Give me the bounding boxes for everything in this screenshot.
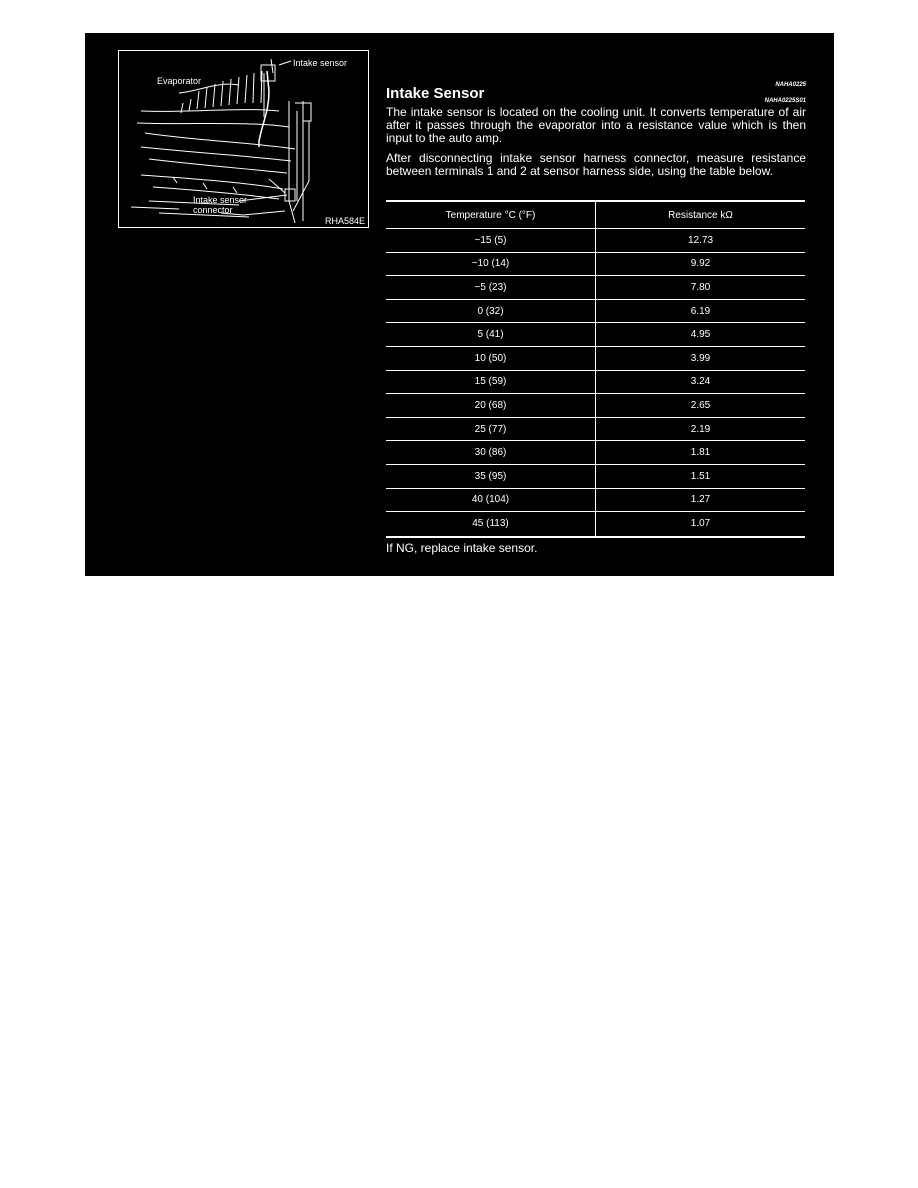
resistance-cell: 1.51	[690, 470, 711, 482]
table-row	[386, 441, 805, 465]
temperature-cell: −10 (14)	[386, 253, 596, 276]
intake-sensor-label: Intake sensor	[293, 58, 348, 68]
temperature-cell: −15 (5)	[386, 229, 596, 252]
subsection-ref-code: NAHA0225S01	[764, 98, 806, 104]
table-row	[386, 323, 805, 347]
section-title: Intake Sensor	[386, 85, 485, 102]
evaporator-label: Evaporator	[157, 76, 202, 86]
connector-label-line1: Intake sensor	[193, 195, 248, 205]
temperature-cell: 15 (59)	[386, 371, 596, 394]
temperature-cell: −5 (23)	[386, 276, 596, 299]
table-row	[386, 418, 805, 442]
connector-label-line2: connector	[193, 205, 233, 215]
table-row	[386, 489, 805, 513]
resistance-cell: 6.19	[690, 305, 711, 317]
table-row	[386, 253, 805, 277]
resistance-cell: 1.07	[690, 518, 711, 530]
resistance-cell: 3.24	[690, 376, 711, 388]
table-row	[386, 371, 805, 395]
temperature-cell: 10 (50)	[386, 347, 596, 370]
table-header-row	[386, 202, 805, 229]
resistance-cell: 2.19	[690, 423, 711, 435]
temperature-cell: 5 (41)	[386, 323, 596, 346]
resistance-cell: 7.80	[690, 281, 711, 293]
replacement-note: If NG, replace intake sensor.	[386, 541, 538, 555]
table-row	[386, 465, 805, 489]
resistance-cell: 2.65	[690, 399, 711, 411]
document-panel	[85, 33, 834, 576]
temperature-cell: 0 (32)	[386, 300, 596, 323]
resistance-cell: 12.73	[687, 234, 714, 246]
resistance-cell: 3.99	[690, 352, 711, 364]
temperature-cell: 25 (77)	[386, 418, 596, 441]
instruction-paragraph: After disconnecting intake sensor harness connector, measure resistance between terminals 1 and 2 at sensor harness side, using the table below.	[386, 151, 806, 178]
section-ref-code: NAHA0225	[775, 82, 806, 88]
resistance-table	[386, 200, 805, 538]
temperature-cell: 40 (104)	[386, 489, 596, 512]
resistance-column-header: Resistance kΩ	[668, 209, 733, 221]
figure-code: RHA584E	[325, 216, 366, 226]
table-row	[386, 512, 805, 536]
resistance-cell: 1.81	[690, 447, 711, 459]
table-row	[386, 347, 805, 371]
resistance-cell: 4.95	[690, 329, 711, 341]
table-row	[386, 229, 805, 253]
resistance-cell: 9.92	[690, 258, 711, 270]
description-paragraph: The intake sensor is located on the cooling unit. It converts temperature of air after it passes through the evaporator into a resistance value which is then input to the auto amp.	[386, 105, 806, 145]
temperature-cell: 20 (68)	[386, 394, 596, 417]
table-row	[386, 300, 805, 324]
table-row	[386, 394, 805, 418]
intake-sensor-illustration	[118, 50, 369, 228]
temperature-cell: 30 (86)	[386, 441, 596, 464]
temperature-cell: 35 (95)	[386, 465, 596, 488]
temperature-column-header: Temperature °C (°F)	[386, 202, 596, 228]
table-row	[386, 276, 805, 300]
temperature-cell: 45 (113)	[386, 512, 596, 536]
resistance-cell: 1.27	[690, 494, 711, 506]
